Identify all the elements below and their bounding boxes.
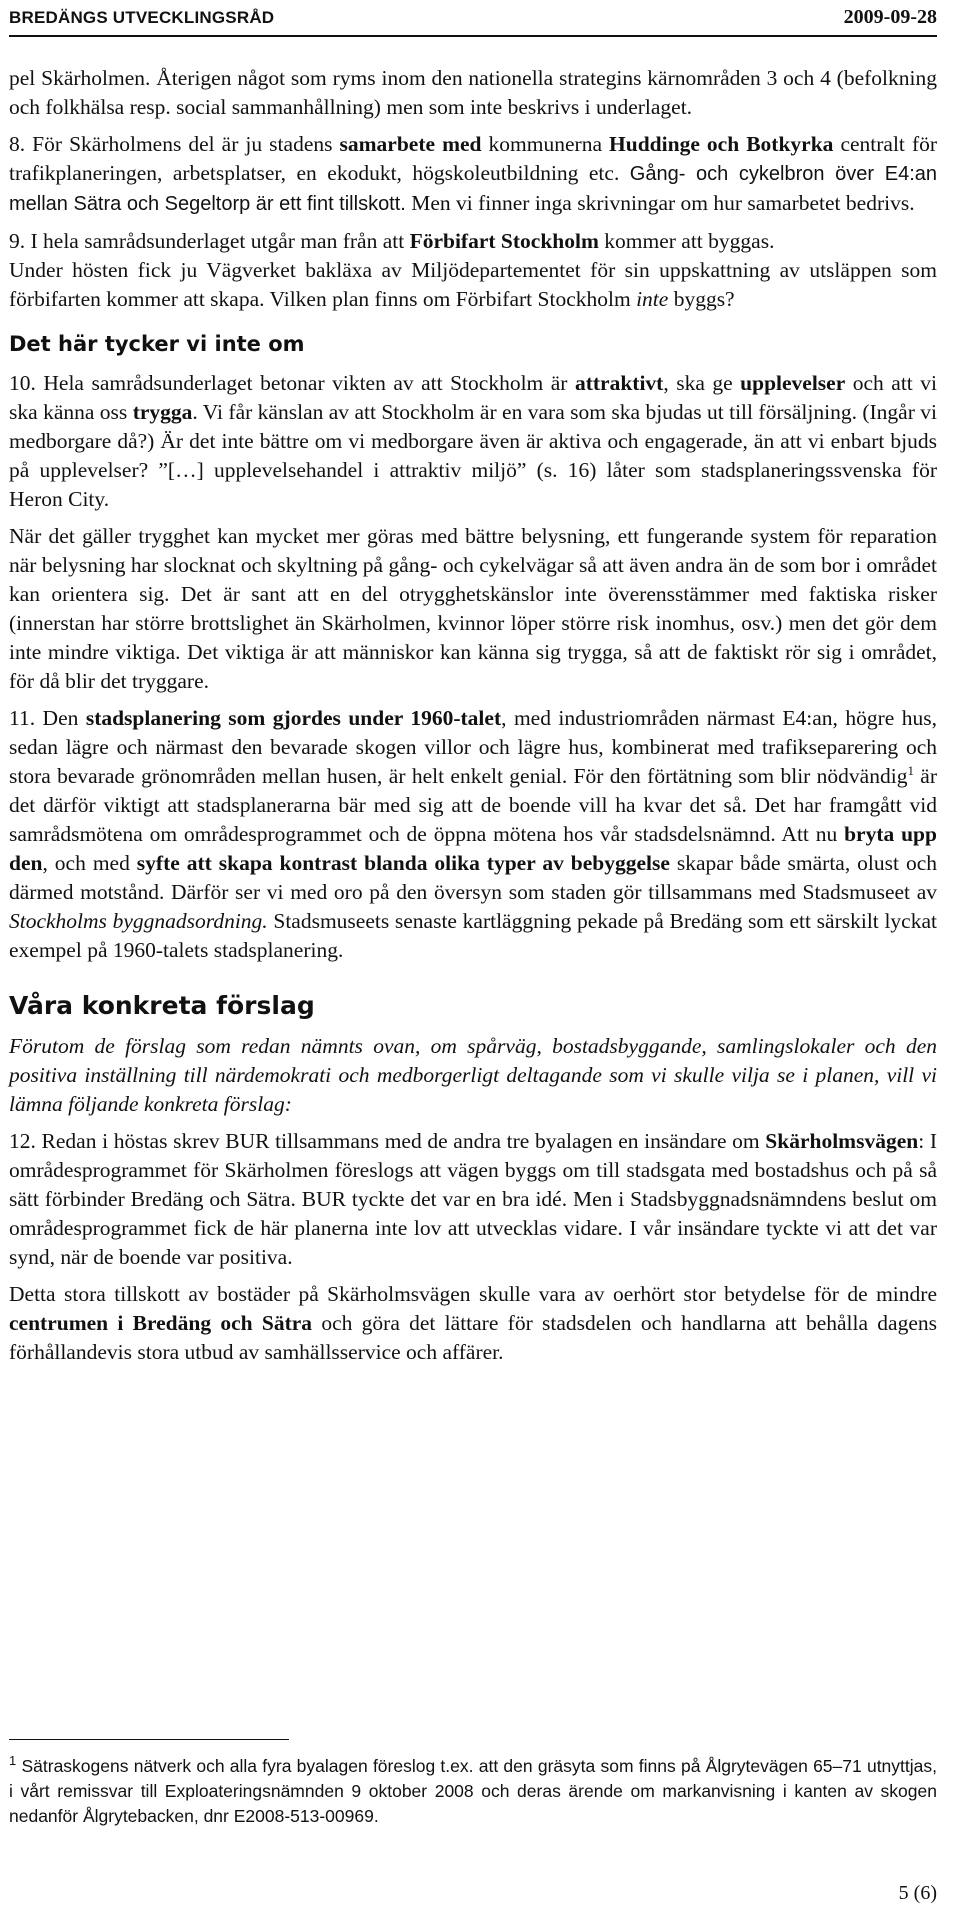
footnote-text: Sätraskogens nätverk och alla fyra byalagen föreslog t.ex. att den gräsyta som finns på Ålgrytevägen 65–71 utnyttjas, i vårt remissvar till Exploateringsnämnden 9 oktober 2008 och deras ärende om markanvisning i kanten av skogen nedanför Ålgrytebacken, dnr E2008-513-00969. [9, 1756, 937, 1826]
paragraph-continued: pel Skärholmen. Återigen något som ryms inom den nationella strategins kärnområden 3 och 4 (befolkning och folkhälsa resp. social sammanhållning) men som inte beskrivs i underlaget. [9, 66, 937, 119]
header-rule [9, 35, 937, 37]
paragraph-8: 8. För Skärholmens del är ju stadens samarbete med kommunerna Huddinge och Botkyrka centralt för trafikplaneringen, arbetsplatser, en ekodukt, högskoleutbildning etc. Gång- och cykelbron över E4:an mellan Sätra och Segeltorp är ett fint tillskott. Men vi finner inga skrivningar om hur samarbetet bedrivs. [9, 132, 938, 215]
paragraph-12-continued: Detta stora tillskott av bostäder på Skärholmsvägen skulle vara av oerhört stor betydelse för de mindre centrumen i Bredäng och Sätra och göra det lättare för stadsdelen och handlarna att behålla dagens förhållandevis stora utbud av samhällsservice och affärer. [9, 1282, 938, 1364]
proposals-intro: Förutom de förslag som redan nämnts ovan, om spårväg, bostadsbyggande, samlingslokaler och den positiva inställning till närdemokrati och medborgerligt deltagande som vi skulle vilja se i planen, vill vi lämna följande konkreta förslag: [9, 1034, 937, 1116]
paragraph-10: 10. Hela samrådsunderlaget betonar vikten av att Stockholm är attraktivt, ska ge upplevelser och att vi ska känna oss trygga. Vi får känslan av att Stockholm är en vara som ska bjudas ut till försäljning. (Ingår vi medborgare då?) Är det inte bättre om vi medborgare även är aktiva och engagerade, än att vi enbart bjuds på upplevelser? ”[…] upplevelsehandel i attraktiv miljö” (s. 16) låter som stadsplaneringssvenska för Heron City. [9, 371, 938, 511]
page-header [9, 6, 937, 32]
section-heading-dislikes: Det här tycker vi inte om [9, 332, 305, 356]
document-body [9, 64, 937, 1375]
footnote-reference[interactable]: 1 [907, 762, 914, 778]
paragraph-11: 11. Den stadsplanering som gjordes under 1960-talet, med industriområden närmast E4:an, högre hus, sedan lägre och närmast den bevarade skogen villor och lägre hus, kombinerat med trafikseparering och stora bevarade grönområden mellan husen, är helt enkelt genial. För den förtätning som blir nödvändig$^1$ är det därför viktigt att stadsplanerarna bär med sig att de boende vill ha kvar det så. Det har framgått vid samrådsmötena om områdesprogrammet och de öppna mötena hos vår stadsdelsnämnd. Att nu bryta upp den, och med syfte att skapa kontrast blanda olika typer av bebyggelse skapar både smärta, olust och därmed motstånd. Därför ser vi med oro på den översyn som staden gör tillsammans med Stadsmuseet av Stockholms byggnadsordning. Stadsmuseets senaste kartläggning pekade på Bredäng som ett särskilt lyckat exempel på 1960-talets stadsplanering. [9, 706, 938, 962]
paragraph-10-safety: När det gäller trygghet kan mycket mer göras med bättre belysning, ett fungerande system för reparation när belysning har slocknat och skyltning på gång- och cykelvägar så att även andra än de som bor i området kan orientera sig. Det är sant att en del otrygghetskänslor inte överensstämmer med faktiska risker (innerstan har större brottslighet än Skärholmen, kvinnor löper större risk inomhus, osv.) men det gör dem inte mindre viktiga. Det viktiga är att människor kan känna sig trygga, så att de faktiskt rör sig i området, för då blir det tryggare. [9, 524, 937, 693]
paragraph-12: 12. Redan i höstas skrev BUR tillsammans med de andra tre byalagen en insändare om Skärholmsvägen: I områdesprogrammet för Skärholmen föreslogs att vägen byggs om till stadsgata med bostadshus och på så sätt förbinder Bredäng och Sätra. BUR tyckte det var en bra idé. Men i Stadsbyggnadsnämndens beslut om områdesprogrammet fick de här planerna inte lov att utvecklas vidare. I vår insändare tyckte vi att det var synd, när de boende var positiva. [9, 1129, 937, 1269]
organization-name: BREDÄNGS UTVECKLINGSRÅD [9, 8, 275, 27]
footnote-marker: 1 [9, 1753, 17, 1769]
page-number: 5 (6) [898, 1882, 937, 1904]
document-date: 2009-09-28 [843, 6, 937, 28]
paragraph-9-continued: Under hösten fick ju Vägverket bakläxa av Miljödepartementet för sin uppskattning av utsläppen som förbifarten kommer att skapa. Vilken plan finns om Förbifart Stockholm inte byggs? [9, 258, 937, 311]
footnote-separator [9, 1739, 289, 1740]
paragraph-9: 9. I hela samrådsunderlaget utgår man från att Förbifart Stockholm kommer att byggas. [9, 229, 775, 253]
footnote [9, 1754, 937, 1829]
section-heading-proposals: Våra konkreta förslag [9, 991, 315, 1020]
